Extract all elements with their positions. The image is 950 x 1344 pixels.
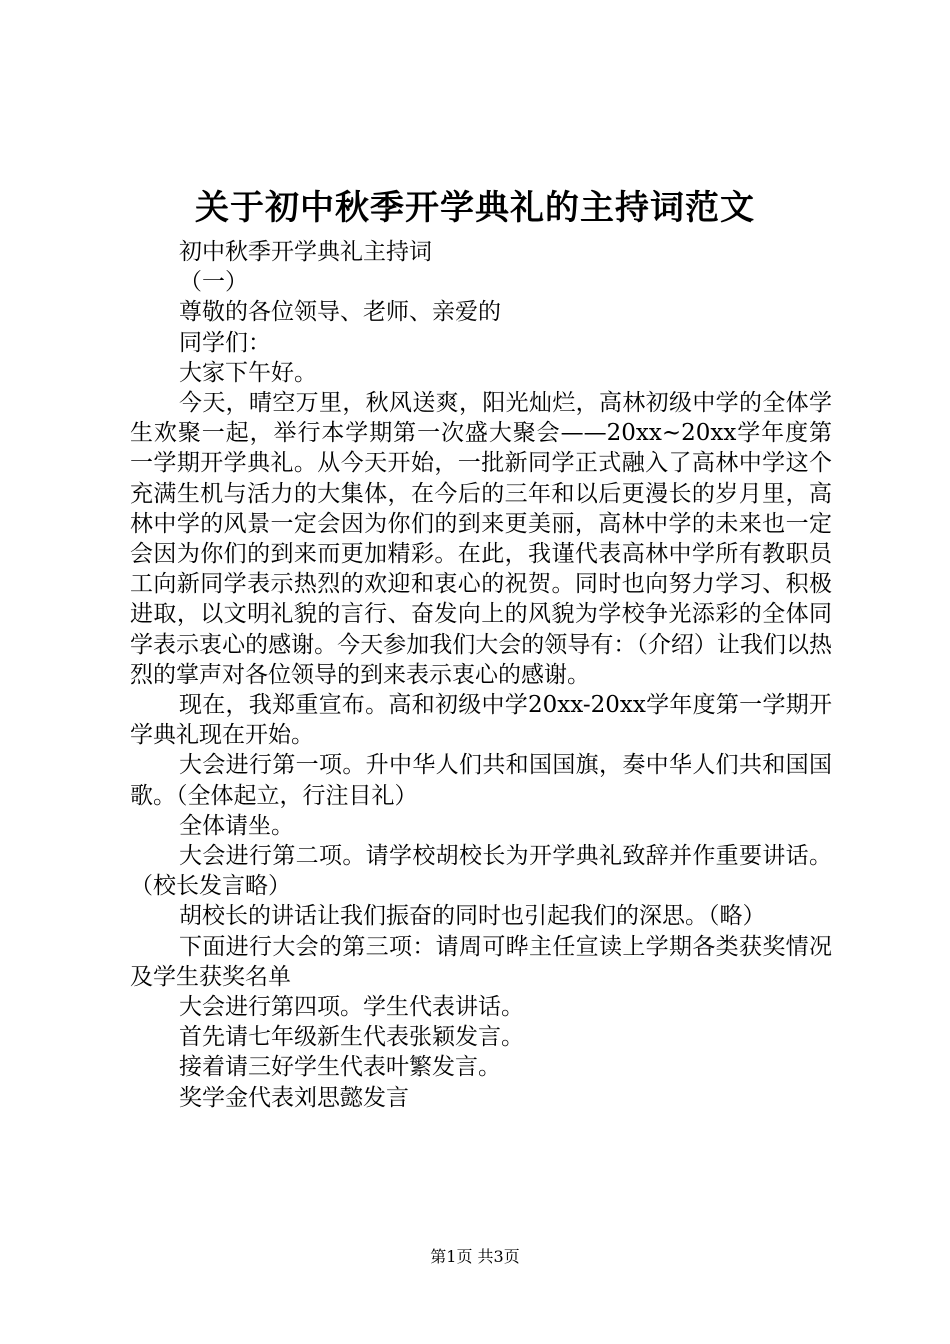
page-footer: 第1页 共3页 (430, 1247, 520, 1266)
paragraph-item-one: 大会进行第一项。升中华人们共和国国旗，奏中华人们共和国国歌。（全体起立，行注目礼） (130, 752, 832, 809)
paragraph-greeting-3: 大家下午好。 (179, 359, 317, 386)
paragraph-speaker-3: 奖学金代表刘思懿发言 (179, 1084, 409, 1111)
paragraph-please-sit: 全体请坐。 (179, 812, 294, 839)
paragraph-announcement: 现在，我郑重宣布。高和初级中学20xx-20xx学年度第一学期开学典礼现在开始。 (130, 692, 832, 749)
paragraph-item-two: 大会进行第二项。请学校胡校长为开学典礼致辞并作重要讲话。（校长发言略） (130, 843, 832, 900)
paragraph-speaker-1: 首先请七年级新生代表张颖发言。 (179, 1024, 524, 1051)
paragraph-speaker-2: 接着请三好学生代表叶繁发言。 (179, 1054, 501, 1081)
paragraph-opening-speech: 今天，晴空万里，秋风送爽，阳光灿烂，高林初级中学的全体学生欢聚一起，举行本学期第一次盛大聚会——20xx~20xx学年度第一学期开学典礼。从今天开始，一批新同学正式融入了高林中学这个充满生机与活力的大集体，在今后的三年和以后更漫长的岁月里，高林中学的风景一定会因为你们的到来更美丽，高林中学的未来也一定会因为你们的到来而更加精彩。在此，我谨代表高林中学所有教职员工向新同学表示热烈的欢迎和衷心的祝贺。同时也向努力学习、积极进取，以文明礼貌的言行、奋发向上的风貌为学校争光添彩的全体同学表示衷心的感谢。今天参加我们大会的领导有：（介绍）让我们以热烈的掌声对各位领导的到来表示衷心的感谢。 (130, 390, 832, 688)
document-body (130, 237, 832, 1113)
paragraph-principal-remarks: 胡校长的讲话让我们振奋的同时也引起我们的深思。（略） (179, 903, 766, 930)
paragraph-greeting-2: 同学们： (179, 329, 271, 356)
paragraph-item-four: 大会进行第四项。学生代表讲话。 (179, 994, 524, 1021)
paragraph-greeting-1: 尊敬的各位领导、老师、亲爱的 (179, 299, 501, 326)
paragraph-item-three: 下面进行大会的第三项：请周可晔主任宣读上学期各类获奖情况及学生获奖名单 (130, 933, 832, 990)
paragraph-subtitle: 初中秋季开学典礼主持词 (179, 239, 432, 265)
paragraph-section-number: （一） (179, 269, 248, 296)
document-title: 关于初中秋季开学典礼的主持词范文 (195, 188, 755, 228)
